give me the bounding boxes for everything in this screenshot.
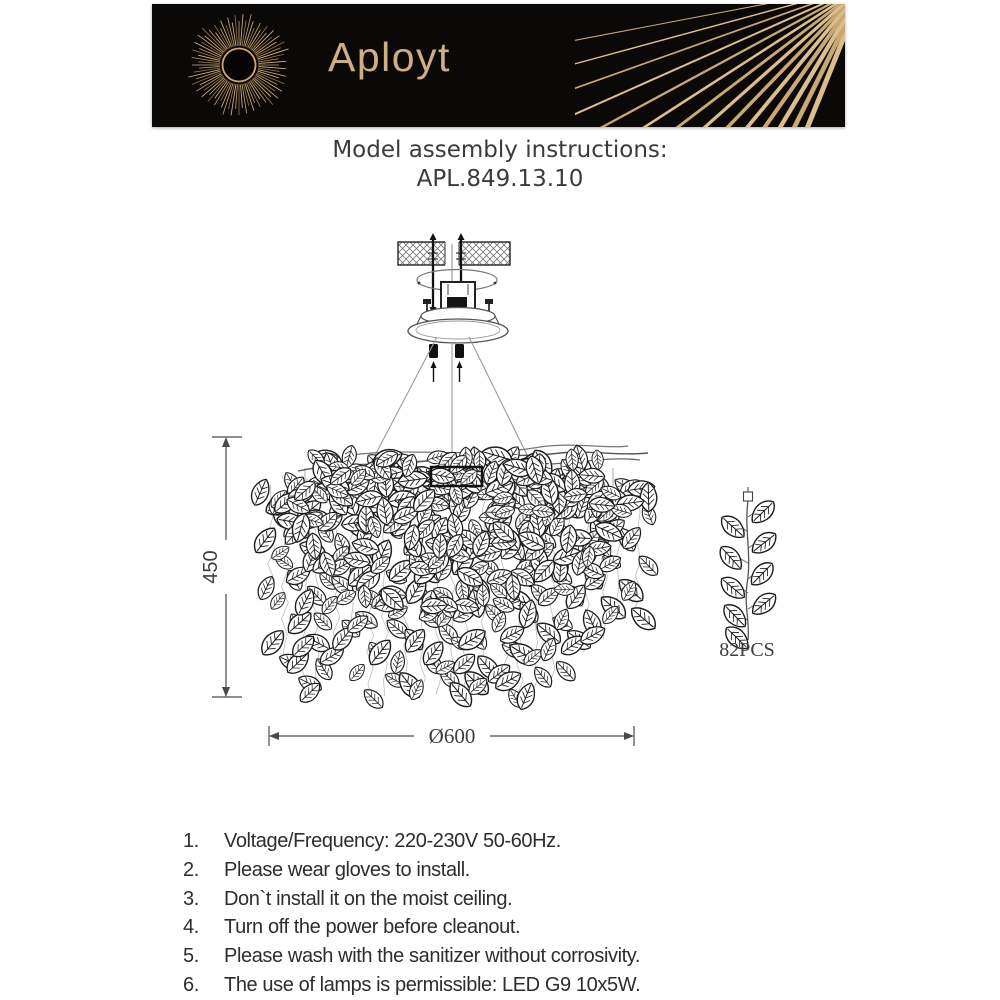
model-number: APL.849.13.10 xyxy=(416,166,584,192)
list-item xyxy=(183,856,903,885)
brand-name: Aployt xyxy=(328,34,451,80)
chandelier-drawing xyxy=(248,443,663,712)
list-item xyxy=(183,971,903,1000)
list-item xyxy=(183,913,903,942)
list-item xyxy=(183,827,903,856)
item-text: Please wear gloves to install. xyxy=(224,858,470,881)
item-text: Voltage/Frequency: 220-230V 50-60Hz. xyxy=(224,830,561,852)
list-item xyxy=(183,942,903,971)
ceiling-mount-drawing xyxy=(398,233,510,382)
list-item xyxy=(183,885,903,914)
height-label: 450 xyxy=(200,550,222,584)
height-dimension xyxy=(200,437,242,697)
parts-count-label: 82PCS xyxy=(719,639,775,661)
page-title: Model assembly instructions: xyxy=(332,137,668,163)
diameter-label: Ø600 xyxy=(428,724,476,748)
item-number: 5. xyxy=(183,945,199,968)
item-text: Please wash with the sanitizer without corrosivity. xyxy=(224,945,641,968)
item-text: The use of lamps is permissible: LED G9 10x5W. xyxy=(224,973,641,996)
item-number: 6. xyxy=(183,973,199,996)
spare-leaf-branch xyxy=(715,487,780,661)
suspension-wires xyxy=(371,337,531,468)
item-number: 2. xyxy=(183,858,199,881)
item-text: Turn off the power before cleanout. xyxy=(224,916,521,939)
instruction-list xyxy=(183,827,903,1000)
item-number: 1. xyxy=(183,830,199,852)
item-number: 3. xyxy=(183,887,199,910)
item-number: 4. xyxy=(183,916,199,939)
item-text: Don`t install it on the moist ceiling. xyxy=(224,887,513,910)
diameter-dimension xyxy=(269,724,634,748)
